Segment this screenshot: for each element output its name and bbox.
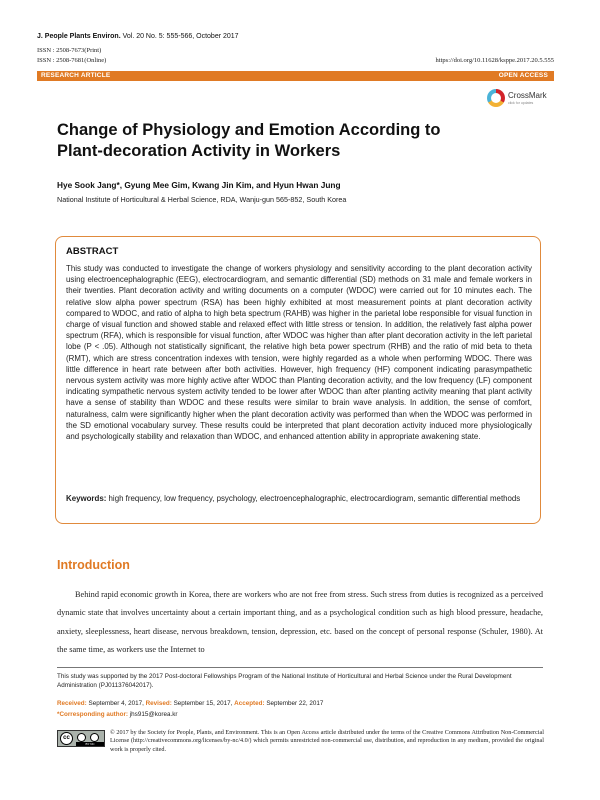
issn-online: ISSN : 2508-7681(Online) bbox=[37, 57, 107, 64]
keywords-list: high frequency, low frequency, psychology, electroencephalographic, electrocardiogram, semantic differential methods bbox=[108, 494, 521, 503]
footnote-divider bbox=[57, 667, 543, 668]
abstract-heading: ABSTRACT bbox=[66, 246, 119, 257]
introduction-text: Behind rapid economic growth in Korea, there are workers who are not free from stress. Such stress from duties is recognized as a perceived dynamic state that involves uncertainty about a certain important thing, and as a psychological condition such as high blood pressure, headache, anxiety, sleeplessness, heart disease, nervous breakdown, tension, depression, etc. based on the concept of personal response (Schuler, 1980). At the same time, as workers use the Internet to bbox=[57, 590, 543, 654]
corr-email[interactable]: jhs915@korea.kr bbox=[128, 711, 178, 718]
crossmark-badge[interactable] bbox=[487, 89, 557, 111]
article-type: RESEARCH ARTICLE bbox=[41, 72, 111, 79]
crossmark-icon bbox=[487, 89, 505, 107]
revised-label: Revised: bbox=[145, 700, 172, 707]
keywords bbox=[66, 493, 532, 504]
license-text: © 2017 by the Society for People, Plants, and Environment. This is an Open Access article distributed under the terms of the Creative Commons Attribution Non-Commercial License (http://creativecommons.org/licenses/by-nc/4.0/) which permits unrestricted non-commercial use, distribution, and reproduction in any medium, provided the original work is properly cited. bbox=[110, 729, 544, 753]
journal-line bbox=[37, 33, 239, 40]
abstract-box bbox=[55, 236, 541, 524]
affiliation: National Institute of Horticultural & Herbal Science, RDA, Wanju-gun 565-852, South Korea bbox=[57, 195, 347, 204]
accepted-date: September 22, 2017 bbox=[264, 700, 324, 707]
open-access-label: OPEN ACCESS bbox=[498, 72, 548, 79]
article-dates bbox=[57, 700, 323, 707]
received-date: September 4, 2017, bbox=[86, 700, 146, 707]
journal-name: J. People Plants Environ. bbox=[37, 33, 121, 40]
corresponding-author bbox=[57, 711, 177, 718]
article-type-band bbox=[37, 71, 554, 81]
crossmark-label: CrossMark bbox=[508, 91, 547, 100]
accepted-label: Accepted: bbox=[234, 700, 265, 707]
corr-label: *Corresponding author: bbox=[57, 711, 129, 718]
revised-date: September 15, 2017, bbox=[171, 700, 235, 707]
journal-volume: Vol. 20 No. 5: 555-566, October 2017 bbox=[120, 33, 239, 40]
cc-by-nc-icon[interactable]: cc BY NC bbox=[57, 730, 105, 747]
author-list: Hye Sook Jang*, Gyung Mee Gim, Kwang Jin Kim, and Hyun Hwan Jung bbox=[57, 180, 341, 190]
keywords-label: Keywords: bbox=[66, 494, 107, 503]
crossmark-sub: click for updates bbox=[508, 101, 534, 105]
funding-note: This study was supported by the 2017 Post-doctoral Fellowships Program of the National Institute of Horticultural and Herbal Science under the Rural Development Administration (PJ011376042017). bbox=[57, 673, 512, 689]
received-label: Received: bbox=[57, 700, 87, 707]
introduction-heading: Introduction bbox=[57, 558, 130, 572]
cc-badge-label: BY NC bbox=[76, 742, 104, 746]
abstract-text: This study was conducted to investigate the change of workers physiology and sensitivity according to the plant decoration activity using electroencephalographic (EEG), electrocardiogram, and semantic differential (SD) methods on 31 male and female workers in their twenties. Plant decoration activity and writing documents on a computer (WDOC) were carried out for 10 minutes each. The relative slow alpha power spectrum (RSA) has been highly exhibited at most measurement points at plant decoration activity compared to WDOC, and ratio of alpha to high beta spectrum (RAHB) was higher in the parietal lobe responsible for visual function in charge of visual function and showed stable and relaxed effect with little stress or tension. In addition, the relatively fast alpha power spectrum (RFA), which is responsible for visual function, after WDOC was higher than after plant decoration activity in the left parietal lobe (P < .05). Although not statistically significant, the relative high beta power spectrum (RHB) and the ratio of mid beta to theta (RMT), which are stress concentration indexes with tension, were highly regarded as a whole when performing WDOC. There was little difference in heart rate between after both activities. However, high frequency (HF) component indicating parasympathetic nervous system activity was more highly active after WDOC than Planting decoration activity, and the low frequency (LF) component indicating sympathetic nervous system activity tended to be lower after WDOC than after planting activity meaning that plant activity have a sense of stability than WDOC and these results were similar to brain wave analysis. In addition, the sense of comfort, naturalness, calm were significantly higher when the plant decoration activity was performed than when the WDOC was performed in the SD emotional vocabulary survey. These results could be interpreted that plant decoration activity induced more physiologically and psychologically stability and relaxation than WDOC, and enhanced attention ability in appropriate awakening state. bbox=[66, 264, 532, 442]
article-title: Change of Physiology and Emotion According to Plant-decoration Activity in Workers bbox=[57, 121, 441, 160]
doi-link[interactable]: https://doi.org/10.11628/ksppe.2017.20.5.555 bbox=[435, 57, 554, 64]
issn-print: ISSN : 2508-7673(Print) bbox=[37, 47, 102, 54]
